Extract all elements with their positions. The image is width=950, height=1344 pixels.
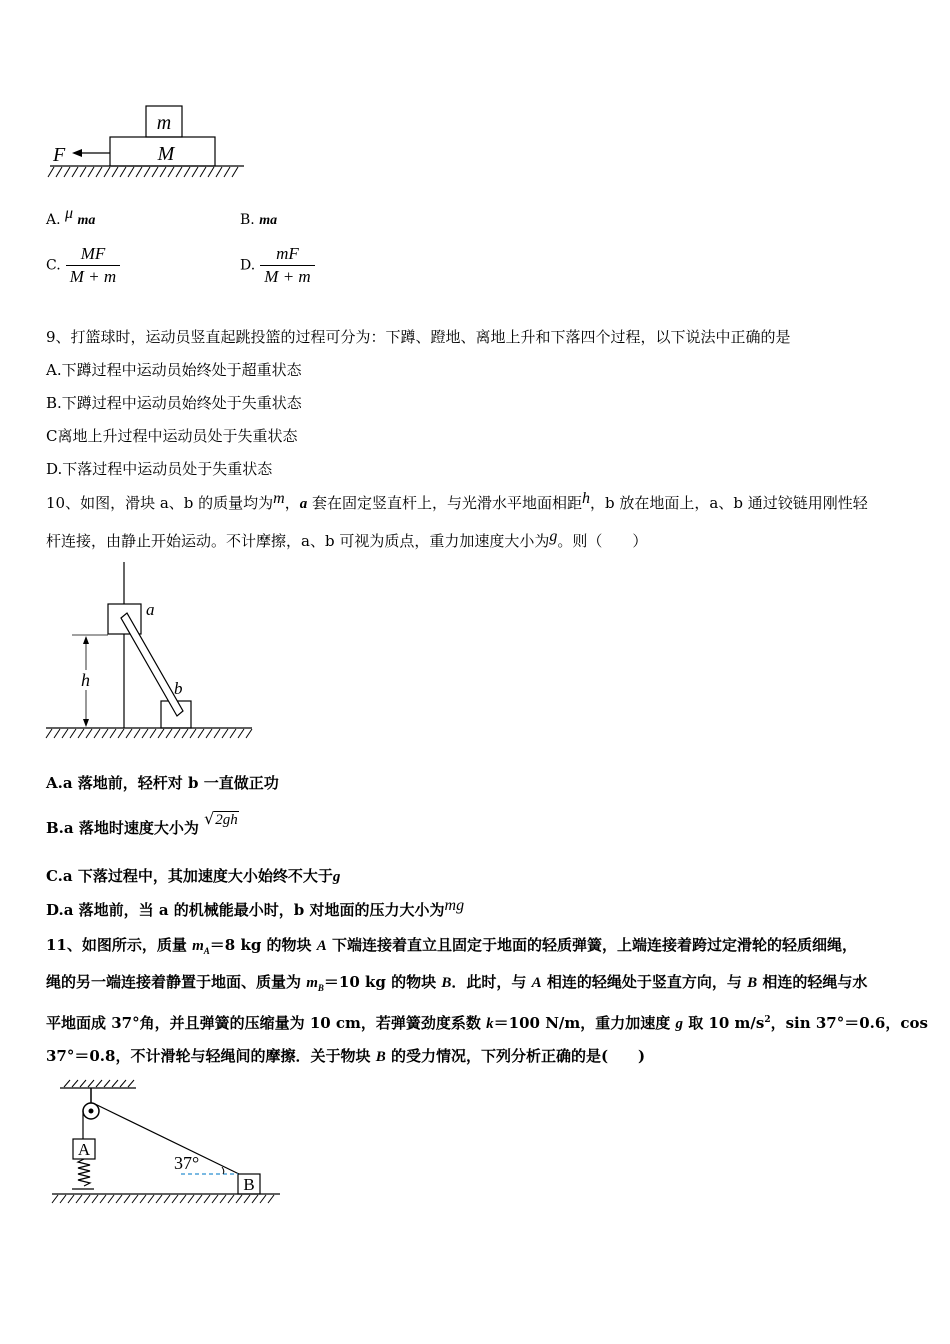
text-segment: ， [284, 494, 300, 512]
angle-arc [222, 1167, 224, 1174]
text-segment: B.a 落地时速度大小为 [46, 819, 199, 837]
text-segment: 套在固定竖直杆上，与光滑水平地面相距 [307, 494, 583, 512]
q10-option-d [46, 897, 465, 921]
large-block-label: M [157, 143, 175, 165]
text-segment: ，sin 37°＝0.6，cos [770, 1014, 928, 1032]
option-a-label: A. [46, 212, 61, 228]
text-segment: 绳的另一端连接着静置于地面、质量为 [46, 973, 307, 991]
text-segment: ＝10 kg 的物块 [323, 973, 442, 991]
sqrt-radicand: 2gh [215, 812, 238, 828]
text-segment: 取 10 m/s [682, 1014, 765, 1032]
var-A: A [531, 975, 542, 991]
var-mB: m [306, 975, 318, 991]
subscript: A [203, 946, 210, 956]
arrowhead-up [83, 636, 89, 644]
text-segment: D.a 落地前，当 a 的机械能最小时，b 对地面的压力大小为 [46, 901, 445, 919]
superscript: 2 [764, 1015, 771, 1025]
var-g: g [332, 869, 341, 885]
text-segment: 下端连接着直立且固定于地面的轻质弹簧，上端连接着跨过定滑轮的轻质细绳， [326, 936, 858, 954]
q10-stem-line2 [46, 528, 648, 552]
mu-symbol: μ [65, 205, 74, 222]
pulley-spring-diagram [46, 1078, 286, 1208]
q11-line1 [46, 935, 857, 961]
pulley-axle [89, 1109, 94, 1114]
rope-slanted [95, 1104, 239, 1174]
text-segment: 平地面成 37°角，并且弹簧的压缩量为 10 cm，若弹簧劲度系数 [46, 1014, 487, 1032]
force-arrowhead [72, 149, 82, 157]
q10-option-a: A.a 落地前，轻杆对 b 一直做正功 [46, 774, 279, 792]
text-segment: C.a 下落过程中，其加速度大小始终不大于 [46, 867, 333, 885]
force-label: F [53, 144, 66, 166]
option-a [46, 205, 96, 231]
var-B: B [375, 1049, 386, 1065]
option-c-fraction [66, 243, 120, 288]
slider-rod-diagram [40, 560, 260, 742]
arrowhead-down [83, 719, 89, 727]
option-d [240, 243, 315, 288]
text-segment: ＝8 kg 的物块 [209, 936, 317, 954]
option-a-text: ma [77, 213, 96, 228]
fraction-numerator: mF [260, 243, 314, 266]
option-c-label: C. [46, 257, 61, 274]
sqrt-expression: √2gh [204, 809, 238, 828]
ground-hatch [48, 167, 238, 177]
var-mg: mg [444, 897, 465, 914]
text-segment: 37°＝0.8，不计滑轮与轻绳间的摩擦．关于物块 [46, 1047, 376, 1065]
fraction-denominator: M + m [69, 267, 117, 286]
text-segment: 。则（ ） [557, 532, 648, 550]
block-A-label: A [77, 1140, 91, 1159]
spring [78, 1159, 90, 1186]
var-h: h [582, 490, 591, 507]
block-b-label: b [174, 679, 183, 698]
var-m: m [273, 490, 285, 507]
option-d-label: D. [240, 257, 256, 274]
ceiling-hatch [64, 1080, 134, 1087]
var-k: k [486, 1016, 494, 1032]
q10-option-c [46, 866, 340, 887]
q9-option-d: D.下落过程中运动员处于失重状态 [46, 460, 273, 478]
option-b-text: ma [259, 213, 278, 228]
q11-line3 [46, 1010, 928, 1034]
block-B-label: B [243, 1175, 255, 1194]
option-c [46, 243, 120, 288]
fraction-denominator: M + m [264, 267, 311, 286]
var-a: a [299, 496, 308, 512]
var-A: A [316, 938, 327, 954]
var-g: g [675, 1016, 683, 1032]
text-segment: 11、如图所示，质量 [46, 936, 193, 954]
angle-label: 37° [174, 1153, 200, 1173]
rigid-rod [121, 613, 183, 716]
fraction-numerator: MF [66, 243, 120, 266]
q10-stem-line1 [46, 490, 868, 514]
text-segment: 的受力情况，下列分析正确的是( ) [385, 1047, 646, 1065]
option-b-label: B. [240, 212, 255, 228]
slider-a-label: a [146, 600, 155, 619]
q11-line2 [46, 972, 867, 998]
text-segment: 相连的轻绳与水 [757, 973, 868, 991]
text-segment: ＝100 N/m，重力加速度 [493, 1014, 676, 1032]
var-B: B [441, 975, 452, 991]
q9-stem: 9、打篮球时，运动员竖直起跳投篮的过程可分为：下蹲、蹬地、离地上升和下落四个过程，以下说法中正确的是 [46, 328, 791, 346]
q9-option-b: B.下蹲过程中运动员始终处于失重状态 [46, 394, 302, 412]
q10-option-b [46, 809, 239, 839]
option-d-fraction [260, 243, 314, 288]
small-block-label: m [156, 112, 172, 134]
subscript: B [317, 983, 324, 993]
q11-line4 [46, 1046, 645, 1067]
text-segment: 相连的轻绳处于竖直方向，与 [541, 973, 748, 991]
block-diagram [44, 98, 254, 182]
text-segment: 杆连接，由静止开始运动。不计摩擦，a、b 可视为质点，重力加速度大小为 [46, 532, 550, 550]
var-g: g [549, 528, 558, 545]
text-segment: ，b 放在地面上，a、b 通过铰链用刚性轻 [590, 494, 868, 512]
ground-hatch [52, 1195, 274, 1203]
text-segment: 10、如图，滑块 a、b 的质量均为 [46, 494, 274, 512]
text-segment: ．此时，与 [451, 973, 532, 991]
q9-option-a: A.下蹲过程中运动员始终处于超重状态 [46, 361, 302, 379]
var-B: B [747, 975, 758, 991]
q9-option-c: C离地上升过程中运动员处于失重状态 [46, 427, 298, 445]
option-b [240, 210, 277, 231]
ground-hatch [46, 729, 252, 738]
height-label: h [81, 670, 90, 690]
var-mA: m [192, 938, 204, 954]
